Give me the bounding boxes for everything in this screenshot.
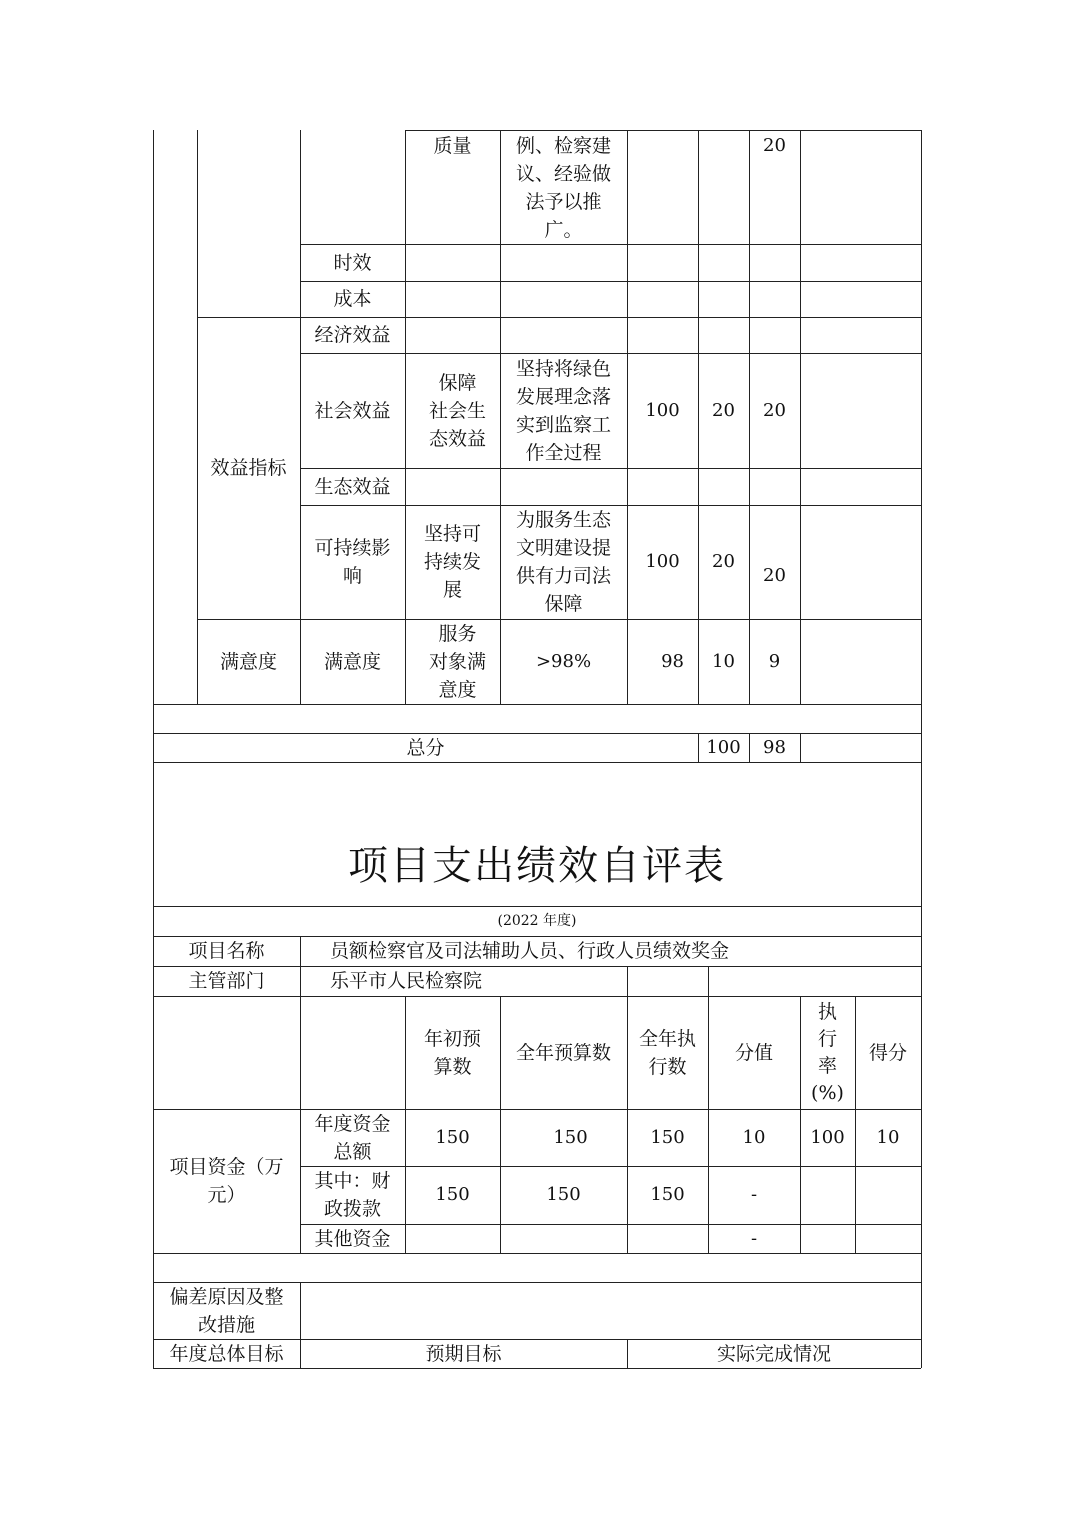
fund-cell: 150 bbox=[650, 1184, 685, 1205]
rule bbox=[153, 130, 154, 704]
fund-cell bbox=[800, 1166, 855, 1224]
sustainable-value: 为服务生态 文明建设提 供有力司法 保障 bbox=[515, 509, 611, 615]
rule bbox=[153, 762, 921, 763]
benefit-group-label: 效益指标 bbox=[210, 457, 287, 479]
fund-cell: 150 bbox=[553, 1126, 588, 1148]
fund-row-label: 其他资金 bbox=[314, 1227, 391, 1250]
dept-name: 乐平市人民检察院 bbox=[330, 970, 483, 992]
satisfaction-group-label: 满意度 bbox=[219, 650, 277, 673]
quality-label: 质量 bbox=[433, 135, 472, 157]
header-exec-rate: 执 行 率 (%) bbox=[811, 1000, 844, 1104]
deviation-label: 偏差原因及整 改措施 bbox=[169, 1285, 284, 1336]
rule bbox=[921, 762, 922, 1368]
social-score: 20 bbox=[763, 399, 786, 421]
rule bbox=[800, 130, 801, 704]
header-executed: 全年执 行数 bbox=[638, 1027, 696, 1078]
rule bbox=[153, 1368, 921, 1369]
sustainable-label: 可持续影 响 bbox=[314, 537, 391, 587]
quality-score: 20 bbox=[763, 135, 786, 156]
fund-cell: 10 bbox=[876, 1126, 900, 1148]
fund-cell: - bbox=[750, 1184, 758, 1205]
rule bbox=[627, 966, 628, 996]
sustainable-indicator: 坚持可 持续发 展 bbox=[423, 523, 481, 601]
total-label: 总分 bbox=[406, 736, 445, 759]
fund-cell: 100 bbox=[810, 1126, 845, 1148]
satisfaction-score: 9 bbox=[768, 650, 781, 672]
sustainable-score-full: 100 bbox=[645, 551, 680, 572]
fund-row-label: 其中：财 政拨款 bbox=[314, 1170, 391, 1220]
fund-label: 项目资金（万 元） bbox=[169, 1156, 284, 1206]
chengben-label: 成本 bbox=[333, 288, 372, 310]
sustainable-score: 20 bbox=[763, 565, 786, 586]
rule bbox=[921, 130, 922, 704]
expected-label: 预期目标 bbox=[425, 1342, 502, 1365]
ecological-label: 生态效益 bbox=[314, 475, 391, 498]
header-score: 得分 bbox=[868, 1041, 907, 1064]
fund-cell: 150 bbox=[435, 1184, 470, 1205]
social-label: 社会效益 bbox=[314, 399, 391, 422]
rule bbox=[921, 704, 922, 762]
total-score-full: 100 bbox=[706, 736, 741, 758]
rule bbox=[708, 966, 709, 996]
social-score-full: 100 bbox=[645, 399, 680, 421]
form-year: (2022 年度) bbox=[497, 913, 577, 929]
rule bbox=[153, 1253, 921, 1254]
fund-cell: 150 bbox=[650, 1126, 685, 1148]
fund-cell: - bbox=[750, 1227, 758, 1249]
rule bbox=[153, 704, 921, 705]
project-name: 员额检察官及司法辅助人员、行政人员绩效奖金 bbox=[330, 940, 730, 962]
form-title: 项目支出绩效自评表 bbox=[348, 842, 726, 889]
goal-label: 年度总体目标 bbox=[169, 1342, 284, 1365]
social-weight: 20 bbox=[712, 399, 735, 421]
satisfaction-label: 满意度 bbox=[323, 650, 381, 673]
header-initial-budget: 年初预 算数 bbox=[423, 1027, 481, 1078]
social-indicator: 保障 社会生 态效益 bbox=[428, 371, 486, 450]
fund-cell: 150 bbox=[546, 1184, 581, 1205]
header-weight: 分值 bbox=[734, 1041, 773, 1064]
project-name-label: 项目名称 bbox=[188, 940, 265, 962]
satisfaction-weight: 10 bbox=[712, 650, 735, 672]
satisfaction-score-full: 98 bbox=[661, 650, 684, 672]
actual-label: 实际完成情况 bbox=[716, 1342, 831, 1365]
shixiao-label: 时效 bbox=[333, 251, 372, 274]
sustainable-weight: 20 bbox=[712, 551, 735, 572]
dept-label: 主管部门 bbox=[188, 970, 265, 992]
rule bbox=[800, 733, 801, 762]
fund-cell: 150 bbox=[435, 1126, 470, 1148]
social-value: 坚持将绿色 发展理念落 实到监察工 作全过程 bbox=[515, 357, 611, 464]
quality-content: 例、检察建 议、经验做 法予以推 广。 bbox=[515, 135, 611, 241]
satisfaction-value: >98% bbox=[535, 650, 592, 672]
total-score-got: 98 bbox=[763, 736, 786, 758]
economic-label: 经济效益 bbox=[314, 324, 391, 346]
fund-row-label: 年度资金 总额 bbox=[314, 1112, 391, 1163]
fund-cell: 10 bbox=[742, 1126, 766, 1148]
fund-cell bbox=[855, 1166, 921, 1224]
satisfaction-indicator: 服务 对象满 意度 bbox=[428, 622, 486, 701]
header-annual-budget: 全年预算数 bbox=[515, 1041, 611, 1064]
